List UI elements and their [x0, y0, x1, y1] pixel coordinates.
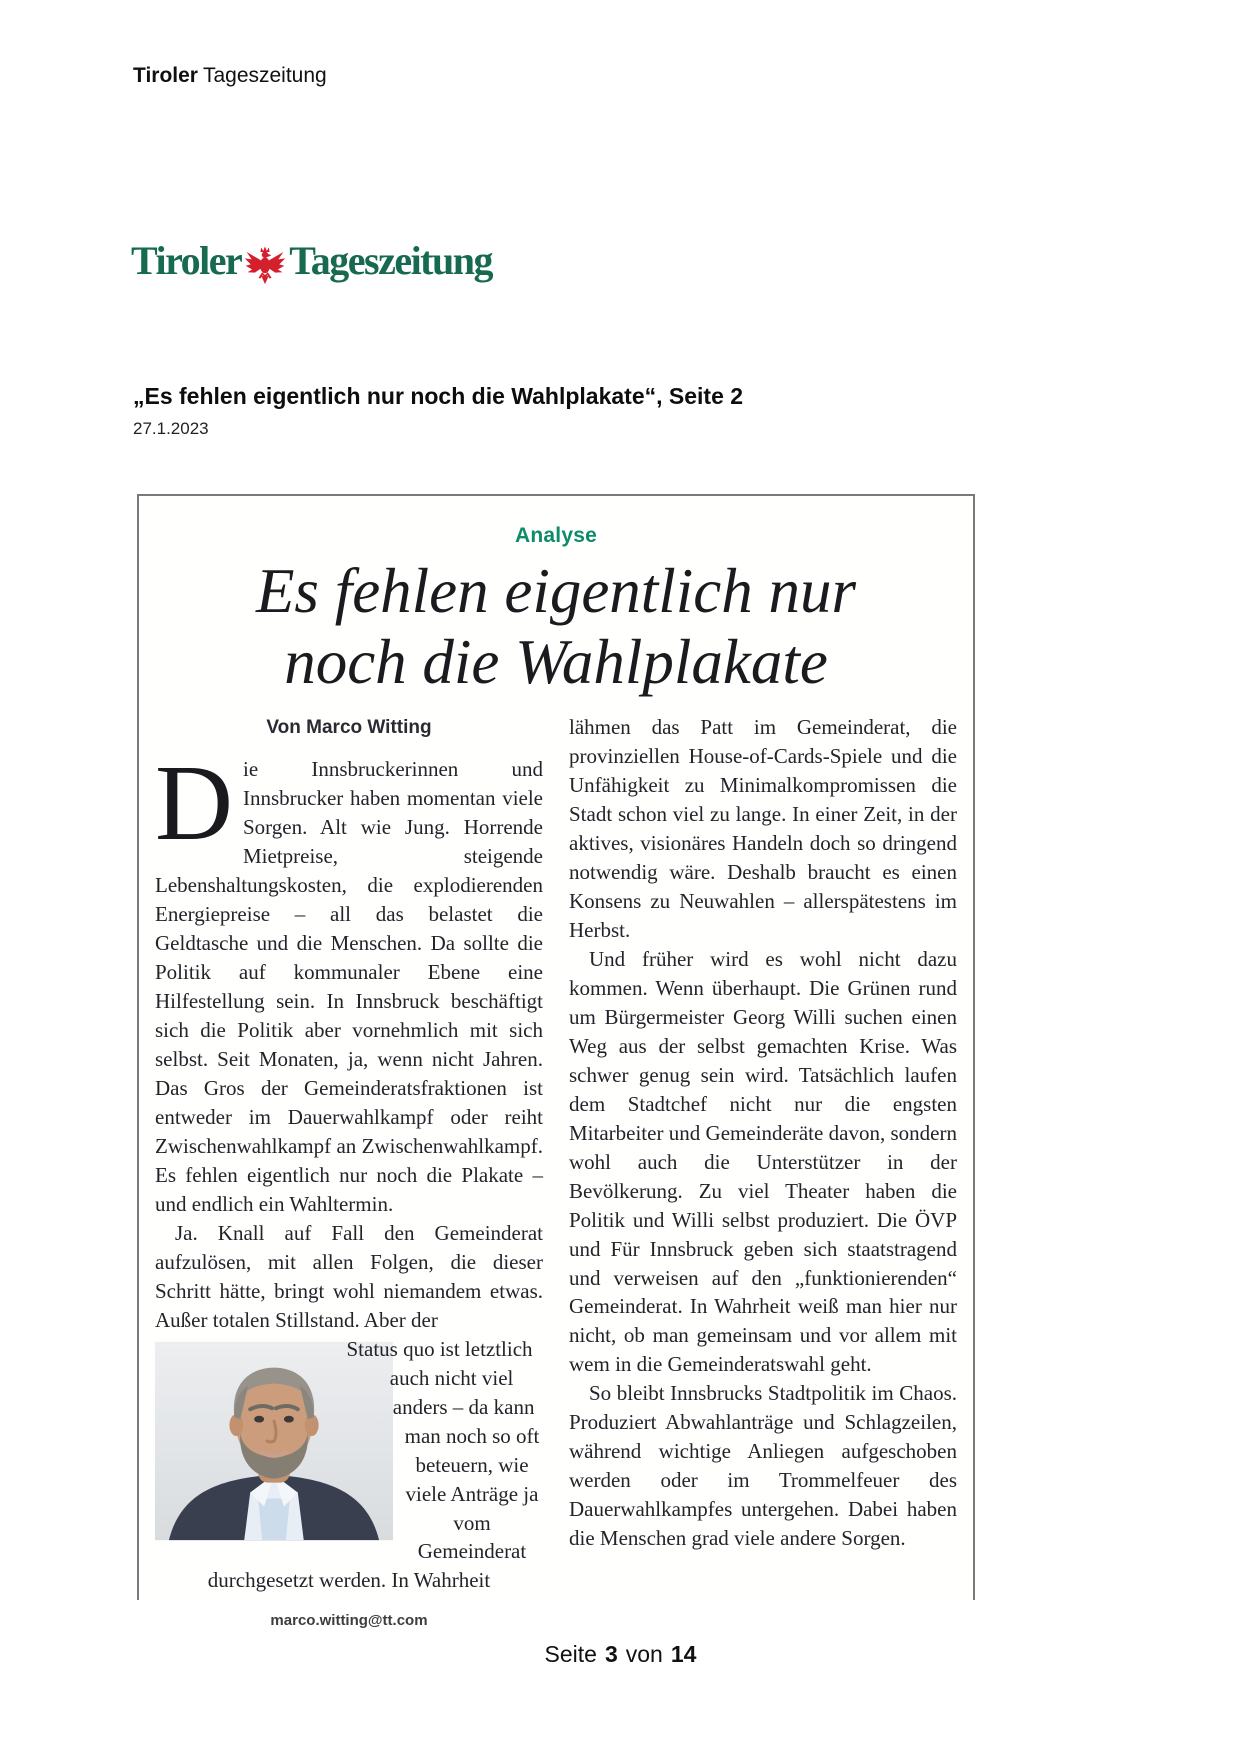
paragraph-2b: Status quo ist letztlich auch nicht viel anders – da kann man noch so oft beteuern, wie viele Anträge ja vom Gemeinderat durchgesetzt werden. In Wahrheit	[207, 1336, 540, 1593]
byline: Von Marco Witting	[266, 717, 432, 739]
drop-cap: D	[155, 744, 233, 864]
article-clipping-box	[137, 494, 975, 1630]
newspaper-logo	[131, 238, 492, 284]
column-left	[155, 713, 543, 1632]
header-brand-rest: Tageszeitung	[202, 64, 327, 87]
photo-wrap-area	[155, 1335, 543, 1632]
author-email: marco.witting@tt.com	[270, 1612, 428, 1630]
footer-total-pages: 14	[670, 1641, 697, 1667]
paragraph-2a: Ja. Knall auf Fall den Gemeinderat aufzulösen, mit allen Folgen, die dieser Schritt hätte, bringt wohl niemandem etwas. Außer totalen Stillstand. Aber der	[155, 1220, 543, 1332]
tyrolean-eagle-icon	[242, 240, 288, 286]
article-columns	[139, 713, 973, 1632]
author-portrait-photo	[155, 1341, 393, 1541]
paragraph-3: lähmen das Patt im Gemeinderat, die provinziellen House-of-Cards-Spiele und die Unfähigkeit zu Minimalkompromissen die Stadt schon viel zu lange. In einer Zeit, in der aktives, visionäres Handeln doch so dringend notwendig wäre. Deshalb braucht es einen Konsens zu Neuwahlen – allerspätestens im Herbst.	[569, 715, 957, 942]
paragraph-1	[155, 744, 543, 1219]
logo-word-tiroler: Tiroler	[131, 238, 242, 283]
footer-word-of: von	[625, 1641, 663, 1667]
kicker-label: Analyse	[515, 524, 597, 547]
column-right	[569, 713, 957, 1632]
clip-title	[139, 556, 973, 697]
page-header	[133, 64, 327, 88]
article-date: 27.1.2023	[133, 419, 209, 438]
article-headline: „Es fehlen eigentlich nur noch die Wahlplakate“, Seite 2	[133, 383, 744, 409]
footer-current-page: 3	[604, 1641, 618, 1667]
header-brand-bold: Tiroler	[133, 64, 198, 87]
logo-word-tageszeitung: Tageszeitung	[289, 238, 492, 283]
clip-title-line2: noch die Wahlplakate	[284, 626, 828, 697]
paragraph-5: So bleibt Innsbrucks Stadtpolitik im Chaos. Produziert Abwahlanträge und Schlagzeilen, während wichtige Anliegen aufgeschoben werden oder im Trommelfeuer des Dauerwahlkampfes untergehen. Dabei haben die Menschen grad viele andere Sorgen.	[569, 1381, 957, 1551]
clip-title-line1: Es fehlen eigentlich nur	[255, 556, 857, 626]
paragraph-4: Und früher wird es wohl nicht dazu kommen. Wenn überhaupt. Die Grünen rund um Bürgermeister Georg Willi suchen einen Weg aus der selbst gemachten Krise. Was schwer genug sein wird. Tatsächlich laufen dem Stadtchef nicht nur die engsten Mitarbeiter und Gemeinderäte davon, sondern wohl auch die Unterstützer in der Bevölkerung. Zu viel Theater haben die Politik und Willi selbst produziert. Die ÖVP und Für Innsbruck geben sich staatstragend und verweisen auf den „funktionierenden“ Gemeinderat. In Wahrheit weiß man hier nur nicht, ob man gemeinsam und vor allem mit wem in die Gemeinderatswahl geht.	[569, 946, 957, 1377]
paragraph-1-text: ie Innsbruckerinnen und Innsbrucker haben momentan viele Sorgen. Alt wie Jung. Horrende Mietpreise, steigende Lebenshaltungskosten, die explodierenden Energiepreise – all das belastet die Geldtasche und die Menschen. Da sollte die Politik auf kommunaler Ebene eine Hilfestellung sein. In Innsbruck beschäftigt sich die Politik aber vornehmlich mit sich selbst. Seit Monaten, ja, wenn nicht Jahren. Das Gros der Gemeinderatsfraktionen ist entweder im Dauerwahlkampf oder reiht Zwischenwahlkampf an Zwischenwahlkampf. Es fehlen eigentlich nur noch die Plakate – und endlich ein Wahltermin.	[155, 757, 543, 1216]
page-footer	[0, 1641, 1241, 1668]
footer-word-page: Seite	[544, 1641, 597, 1667]
